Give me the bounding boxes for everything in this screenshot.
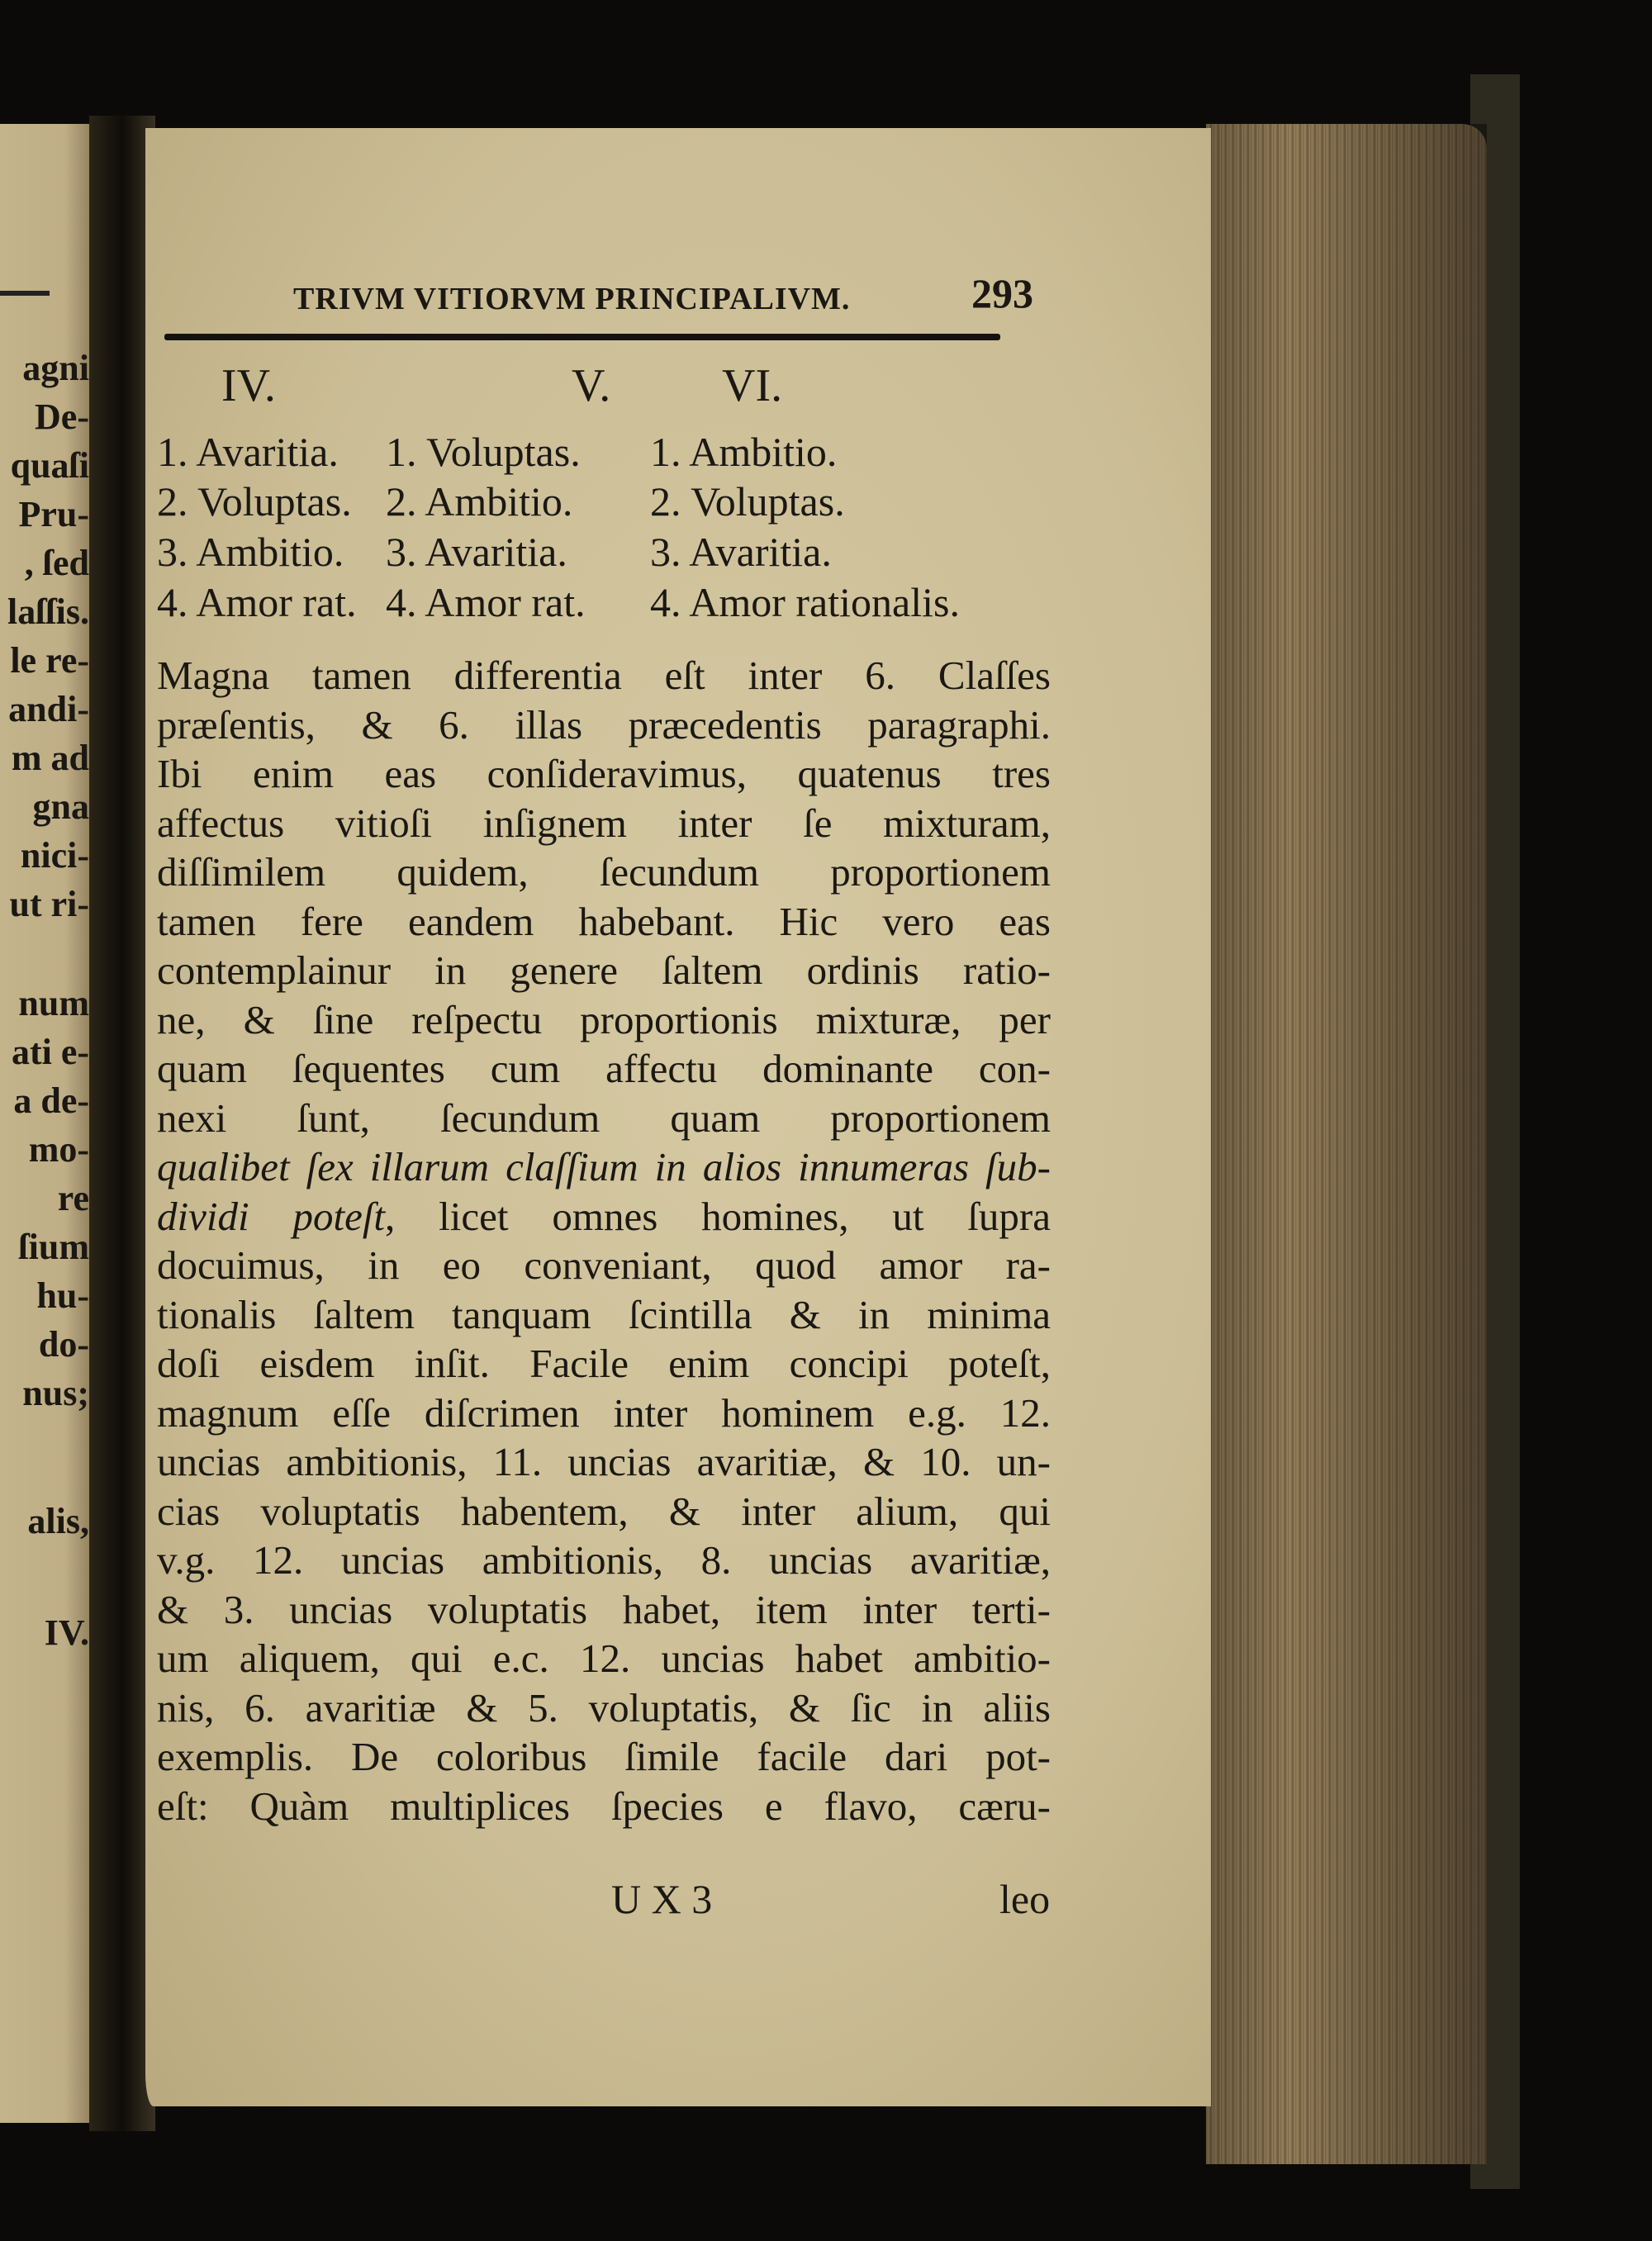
text-line xyxy=(157,1389,1051,1438)
margin-fragment: andi- xyxy=(8,689,89,729)
roman-text: magnum eſſe diſcrimen inter hominem e.g. 12. xyxy=(157,1389,1051,1436)
margin-fragment: hu- xyxy=(36,1275,89,1316)
roman-text: exemplis. De coloribus ſimile facile dari pot- xyxy=(157,1734,1051,1779)
page-number: 293 xyxy=(971,270,1033,316)
text-line xyxy=(157,1094,1051,1143)
table-item: 4. Amor rationalis. xyxy=(650,579,960,625)
text-line xyxy=(157,847,1051,897)
roman-text: ne, & ſine reſpectu proportionis mixturæ, per xyxy=(157,996,1051,1042)
text-line xyxy=(157,1290,1051,1340)
text-line xyxy=(157,799,1051,848)
margin-fragment: De- xyxy=(35,396,89,437)
table-item: 3. Ambitio. xyxy=(157,529,344,575)
roman-text: & 3. uncias voluptatis habet, item inter terti- xyxy=(157,1586,1051,1632)
roman-text: v.g. 12. uncias ambitionis, 8. uncias avaritiæ, xyxy=(157,1537,1051,1583)
margin-fragment: nus; xyxy=(22,1373,89,1413)
roman-text: nexi ſunt, ſecundum quam proportionem xyxy=(157,1094,1051,1141)
text-line xyxy=(157,1044,1051,1094)
text-line xyxy=(157,749,1051,799)
roman-text: uncias ambitionis, 11. uncias avaritiæ, & 10. un- xyxy=(157,1439,1051,1484)
margin-fragment: ſium xyxy=(18,1227,89,1267)
text-line xyxy=(157,700,1051,750)
margin-fragment: a de- xyxy=(13,1080,89,1121)
roman-text: tionalis ſaltem tanquam ſcintilla & in minima xyxy=(157,1291,1051,1337)
table-item: 3. Avaritia. xyxy=(386,529,567,575)
roman-text: præſentis, & 6. illas præcedentis paragraphi. xyxy=(157,701,1051,748)
table-item: 2. Voluptas. xyxy=(650,478,845,525)
text-line xyxy=(157,1585,1051,1635)
table-item: 3. Avaritia. xyxy=(650,529,832,575)
margin-fragment: gna xyxy=(32,786,89,827)
margin-fragment: IV. xyxy=(44,1612,89,1653)
margin-fragment: quaſi xyxy=(10,445,89,486)
table-item: 1. Ambitio. xyxy=(650,429,838,475)
text-line xyxy=(157,1192,1051,1242)
italic-text: dividi poteſt xyxy=(157,1193,386,1239)
roman-text: um aliquem, qui e.c. 12. uncias habet ambitio- xyxy=(157,1636,1051,1681)
text-line xyxy=(157,946,1051,995)
margin-fragment: mo- xyxy=(28,1129,89,1170)
text-line xyxy=(157,1782,1051,1831)
roman-text: cias voluptatis habentem, & inter alium, qui xyxy=(157,1488,1051,1534)
text-line xyxy=(157,1487,1051,1536)
table-item: 1. Avaritia. xyxy=(157,429,339,475)
margin-fragment: , ſed xyxy=(24,543,89,583)
margin-fragment: laſſis. xyxy=(7,591,89,632)
column-heading-vi: VI. xyxy=(722,360,783,411)
roman-text: nis, 6. avaritiæ & 5. voluptatis, & ſic in aliis xyxy=(157,1684,1051,1731)
header-rule xyxy=(164,334,1000,340)
margin-fragment: ut ri- xyxy=(9,884,89,924)
margin-fragment: alis, xyxy=(27,1501,89,1541)
signature-mark: U X 3 xyxy=(611,1876,713,1922)
margin-fragment: m ad xyxy=(11,738,89,778)
text-line xyxy=(157,897,1051,947)
roman-text: tamen fere eandem habebant. Hic vero eas xyxy=(157,898,1051,944)
margin-fragment: do- xyxy=(38,1324,89,1365)
roman-text: quam ſequentes cum affectu dominante con- xyxy=(157,1046,1051,1091)
facing-page-rule xyxy=(0,291,50,296)
text-line xyxy=(157,1732,1051,1782)
roman-text: eſt: Quàm multiplices ſpecies e flavo, cæru- xyxy=(157,1783,1051,1829)
text-line xyxy=(157,1437,1051,1487)
roman-text: Ibi enim eas conſideravimus, quatenus tres xyxy=(157,751,1051,796)
column-heading-v: V. xyxy=(572,360,611,411)
margin-fragment: Pru- xyxy=(18,494,89,534)
catchword: leo xyxy=(999,1876,1051,1922)
roman-text: Magna tamen differentia eſt inter 6. Claſſes xyxy=(157,653,1051,698)
roman-text: doſi eisdem inſit. Facile enim concipi poteſt, xyxy=(157,1341,1051,1386)
text-line xyxy=(157,651,1051,700)
roman-text: , licet omnes homines, ut ſupra xyxy=(385,1193,1051,1239)
roman-text: affectus vitioſi inſignem inter ſe mixturam, xyxy=(157,800,1051,846)
italic-text: qualibet ſex illarum claſſium in alios innumeras ſub- xyxy=(157,1144,1051,1189)
table-item: 2. Voluptas. xyxy=(157,478,352,525)
text-line xyxy=(157,1536,1051,1585)
text-line xyxy=(157,1339,1051,1389)
column-heading-iv: IV. xyxy=(221,360,276,411)
margin-fragment: agni xyxy=(22,348,89,388)
table-item: 4. Amor rat. xyxy=(386,579,586,625)
roman-text: diſſimilem quidem, ſecundum proportionem xyxy=(157,849,1051,895)
text-line xyxy=(157,1634,1051,1683)
text-line xyxy=(157,1241,1051,1290)
margin-fragment: num xyxy=(18,983,89,1023)
text-line xyxy=(157,1142,1051,1192)
body-paragraph xyxy=(157,651,1051,1830)
margin-fragment: le re- xyxy=(10,640,89,681)
table-item: 4. Amor rat. xyxy=(157,579,357,625)
text-line xyxy=(157,995,1051,1045)
running-title: TRIVM VITIORVM PRINCIPALIVM. xyxy=(293,282,851,316)
table-item: 1. Voluptas. xyxy=(386,429,581,475)
page-edges xyxy=(1206,124,1487,2164)
table-item: 2. Ambitio. xyxy=(386,478,573,525)
margin-fragment: re xyxy=(57,1178,89,1218)
roman-text: docuimus, in eo conveniant, quod amor ra- xyxy=(157,1242,1051,1288)
text-line xyxy=(157,1683,1051,1733)
margin-fragment: ati e- xyxy=(11,1032,89,1072)
margin-fragment: nici- xyxy=(20,835,89,876)
roman-text: contemplainur in genere ſaltem ordinis ratio- xyxy=(157,947,1051,993)
